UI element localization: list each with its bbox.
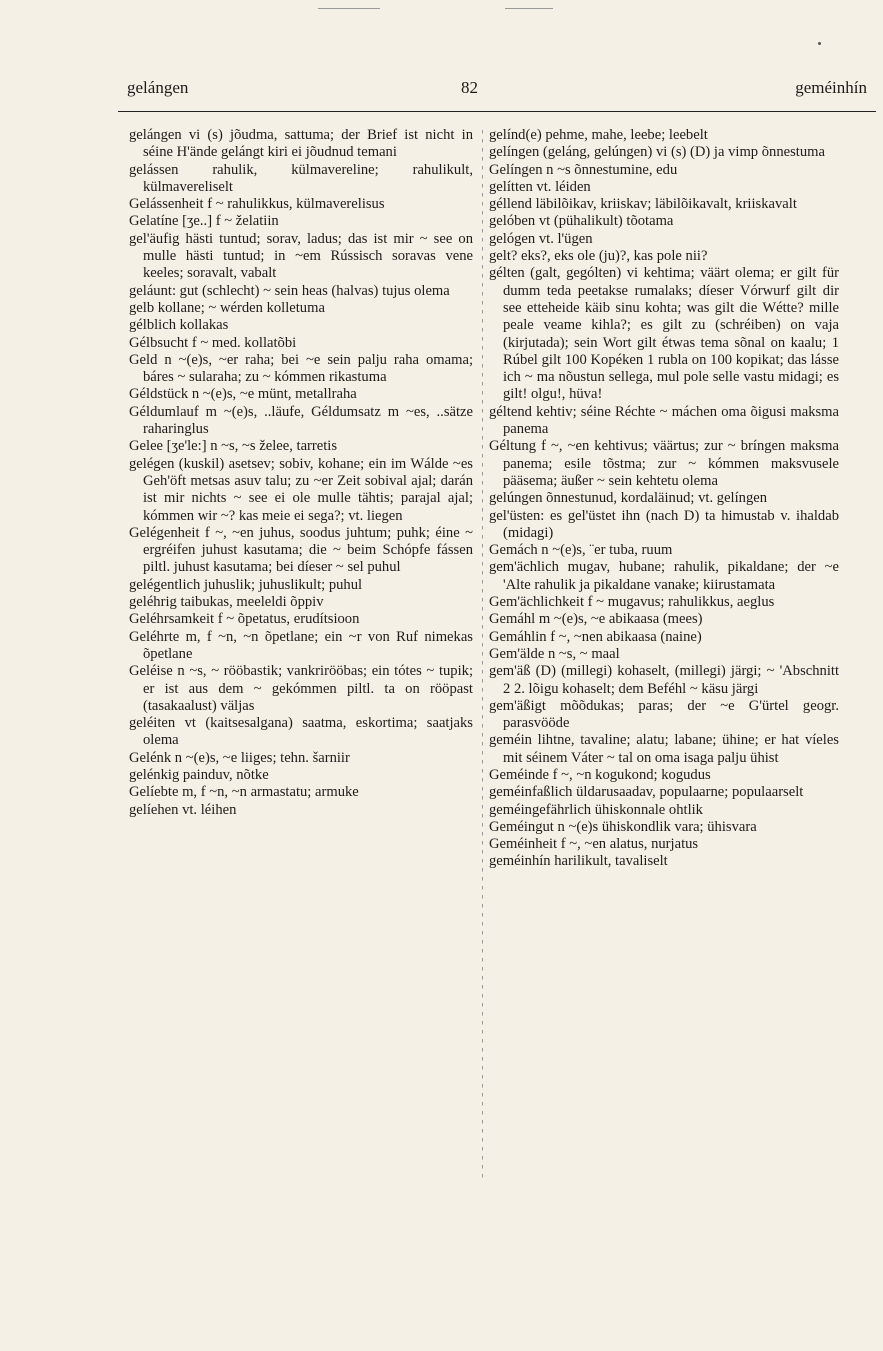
dictionary-entry: Gelássenheit f ~ rahulikkus, külmaverelisus: [129, 196, 385, 213]
page-tear-mark: [505, 0, 553, 9]
dictionary-entry: Géltung f ~, ~en kehtivus; väärtus; zur ~ bríngen maksma panema; esile tõstma; zur ~ kómmen maksvusele pääsema; äußer ~ sein kehtetu olema: [489, 438, 839, 489]
dictionary-entry: gem'äß (D) (millegi) kohaselt, (millegi) järgi; ~ 'Abschnitt 2 2. lõigu kohaselt; dem Beféhl ~ käsu järgi: [489, 663, 839, 697]
dictionary-entry: Geléhrsamkeit f ~ õpetatus, erudítsioon: [129, 611, 360, 628]
dictionary-entry: geléiten vt (kaitsesalgana) saatma, eskortima; saatjaks olema: [129, 715, 473, 749]
dictionary-entry: geméin lihtne, tavaline; alatu; labane; ühine; er hat víeles mit séinem Váter ~ tal on oma isaga palju ühist: [489, 732, 839, 766]
running-head-left: gelángen: [127, 78, 189, 97]
dictionary-entry: gelángen vi (s) jõudma, sattuma; der Brief ist nicht in séine H'ände gelángt kiri ei jõudnud temani: [129, 127, 473, 161]
dictionary-entry: geméinhín harilikult, tavaliselt: [489, 853, 668, 870]
dictionary-entry: Gem'ächlichkeit f ~ mugavus; rahulikkus, aeglus: [489, 594, 775, 611]
header-rule: [118, 111, 876, 112]
dictionary-entry: Gelee [ʒe'le:] n ~s, ~s želee, tarretis: [129, 438, 338, 455]
right-column: [489, 127, 839, 871]
dictionary-entry: gel'äufig hästi tuntud; sorav, ladus; das ist mir ~ see on mulle hästi tuntud; in ~em Rússisch soravas vene keeles; soravalt, vabalt: [129, 230, 473, 282]
dictionary-entry: gelítten vt. léiden: [489, 178, 591, 195]
dictionary-entry: géllend läbilõikav, kriiskav; läbilõikavalt, kriiskavalt: [489, 196, 797, 213]
dictionary-entry: gelíehen vt. léihen: [129, 801, 237, 818]
dictionary-entry: Gelégenheit f ~, ~en juhus, soodus juhtum; puhk; éine ~ ergréifen juhust kasutama; die ~ beim Schópfe fássen piltl. juhust kasutama; bei díeser ~ sel puhul: [129, 524, 473, 576]
dictionary-entry: Geléhrte m, f ~n, ~n õpetlane; ein ~r von Ruf nimekas õpetlane: [129, 628, 473, 662]
dictionary-entry: gelégen (kuskil) asetsev; sobiv, kohane; ein im Wálde ~es Geh'öft metsas asuv talu; zu ~er Zeit sobival ajal; darán ist mir nichts ~ see ei ole mulle tähtis; parajal ajal; kómmen wir ~? kas meie ei sega?; vt. liegen: [129, 455, 473, 524]
page-tear-mark: [318, 0, 380, 9]
dictionary-entry: Géldumlauf m ~(e)s, ..läufe, Géldumsatz m ~es, ..sätze raharinglus: [129, 403, 473, 438]
dictionary-entry: gelt? eks?, eks ole (ju)?, kas pole nii?: [489, 248, 708, 265]
dictionary-entry: Geméinheit f ~, ~en alatus, nurjatus: [489, 836, 699, 853]
dictionary-entry: Geméingut n ~(e)s ühiskondlik vara; ühisvara: [489, 818, 757, 835]
dictionary-entry: Geméinde f ~, ~n kogukond; kogudus: [489, 766, 711, 783]
dictionary-entry: gelássen rahulik, külmavereline; rahulikult, külmavereliselt: [129, 161, 473, 195]
dictionary-entry: Gélbsucht f ~ med. kollatõbi: [129, 334, 297, 351]
page-speck: [818, 42, 821, 45]
dictionary-entry: gelúngen õnnestunud, kordaläinud; vt. gelíngen: [489, 490, 768, 507]
dictionary-entry: Geléise n ~s, ~ rööbastik; vankrirööbas; ein tótes ~ tupik; er ist aus dem ~ gekómmen piltl. ta on rööpast (tasakaalust) väljas: [129, 663, 473, 714]
dictionary-entry: geméinfaßlich üldarusaadav, populaarne; populaarselt: [489, 784, 804, 801]
page-number: 82: [461, 78, 478, 97]
dictionary-entry: gelógen vt. l'ügen: [489, 230, 593, 247]
dictionary-entry: Gelíebte m, f ~n, ~n armastatu; armuke: [129, 784, 359, 801]
dictionary-entry: Gemáhlin f ~, ~nen abikaasa (naine): [489, 628, 702, 645]
dictionary-entry: gelóben vt (pühalikult) tõotama: [489, 213, 674, 230]
dictionary-entry: gem'ächlich mugav, hubane; rahulik, pikaldane; der ~e 'Alte rahulik ja pikaldane vanake; kiirustamata: [489, 559, 839, 593]
dictionary-entry: geméingefährlich ühiskonnale ohtlik: [489, 801, 703, 818]
dictionary-entry: gélten (galt, gególten) vi kehtima; väärt olema; er gilt für dumm teda peetakse rumalaks; díeser Vórwurf gilt dir see etteheide käib sinu kohta; was gilt die Wétte? mille peale veame kihla?; es gilt zu (schréiben) on vaja (kirjutada); sein Wort gilt étwas tema sõnal on kaalu; 1 Rúbel gilt 100 Kopéken 1 rubla on 100 kopikat; das lásse ich ~ ma nõustun sellega, mul pole selle vastu midagi; es gilt! olgu!, hüva!: [489, 265, 839, 403]
column-separator: [482, 130, 483, 1180]
dictionary-entry: gelb kollane; ~ wérden kolletuma: [129, 299, 325, 316]
dictionary-entry: gelíngen (geláng, gelúngen) vi (s) (D) ja vimp õnnestuma: [489, 144, 825, 161]
dictionary-entry: Gemách n ~(e)s, ¨er tuba, ruum: [489, 542, 673, 559]
dictionary-entry: geléhrig taibukas, meeleldi õppiv: [129, 594, 324, 611]
dictionary-entry: Gem'älde n ~s, ~ maal: [489, 645, 620, 662]
dictionary-entry: gem'äßigt mõõdukas; paras; der ~e G'ürtel geogr. parasvööde: [489, 697, 839, 732]
dictionary-entry: gélblich kollakas: [129, 317, 229, 334]
dictionary-entry: gel'üsten: es gel'üstet ihn (nach D) ta himustab v. ihaldab (midagi): [489, 507, 839, 541]
dictionary-entry: Geld n ~(e)s, ~er raha; bei ~e sein palju raha omama; báres ~ sularaha; zu ~ kómmen rikastuma: [129, 351, 473, 386]
dictionary-entry: Géldstück n ~(e)s, ~e münt, metallraha: [129, 386, 357, 403]
dictionary-entry: Gelíngen n ~s õnnestumine, edu: [489, 161, 678, 178]
dictionary-entry: géltend kehtiv; séine Réchte ~ máchen oma õigusi maksma panema: [489, 403, 839, 438]
dictionary-entry: Gelénk n ~(e)s, ~e liiges; tehn. šarniir: [129, 749, 350, 766]
dictionary-entry: gelínd(e) pehme, mahe, leebe; leebelt: [489, 127, 708, 143]
dictionary-entry: Gelatíne [ʒe..] f ~ želatiin: [129, 213, 279, 230]
dictionary-entry: geláunt: gut (schlecht) ~ sein heas (halvas) tujus olema: [129, 282, 450, 299]
dictionary-entry: gelénkig painduv, nõtke: [129, 766, 269, 783]
dictionary-entry: gelégentlich juhuslik; juhuslikult; puhul: [129, 576, 363, 593]
running-head-right: geméinhín: [795, 78, 867, 97]
dictionary-entry: Gemáhl m ~(e)s, ~e abikaasa (mees): [489, 611, 703, 628]
left-column: [129, 127, 473, 819]
